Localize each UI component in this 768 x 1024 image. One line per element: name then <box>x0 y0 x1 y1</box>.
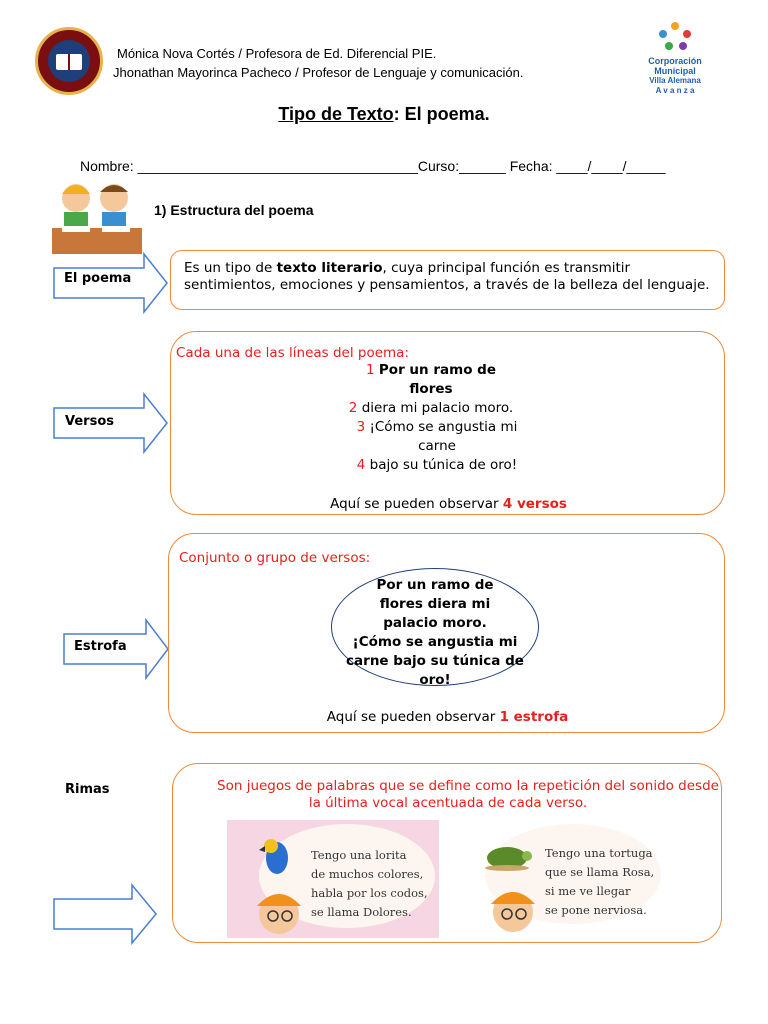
rimas-def-2: la última vocal acentuada de cada verso. <box>308 795 588 811</box>
poema-text-bold: texto literario <box>276 260 383 276</box>
estrofa-line: flores diera mi <box>379 596 491 612</box>
card2-line: se pone nerviosa. <box>545 903 647 917</box>
book-icon <box>56 54 82 70</box>
poema-text-post1: , cuya principal función es transmitir <box>382 260 631 276</box>
arrow-right-icon <box>52 883 160 945</box>
title-rest: : El poema. <box>393 104 490 124</box>
org-logo-line3: Villa Alemana <box>649 76 701 85</box>
teacher-line-1: Mónica Nova Cortés / Profesora de Ed. Diferencial PIE. <box>117 46 437 61</box>
estrofa-intro: Conjunto o grupo de versos: <box>179 550 371 566</box>
verso-line-1: 1 Por un ramo de flores <box>366 362 496 397</box>
poema-text-pre: Es un tipo de <box>184 260 277 276</box>
rima-card-lorita <box>227 820 439 938</box>
estrofa-line: carne bajo su túnica de <box>346 653 524 669</box>
org-logo-line4: A v a n z a <box>655 86 695 95</box>
card2-line: que se llama Rosa, <box>545 865 655 879</box>
card1-line: de muchos colores, <box>311 867 424 881</box>
people-icon <box>655 20 695 52</box>
section-heading: 1) Estructura del poema <box>154 202 314 218</box>
poema-text-post2: sentimientos, emociones y pensamientos, a través de la belleza del lenguaje. <box>184 277 710 293</box>
card1-line: se llama Dolores. <box>311 905 412 919</box>
org-logo-line1: Corporación <box>648 56 702 66</box>
label-rimas: Rimas <box>65 782 110 797</box>
student-form-line: Nombre: ____________________________________Curso:______ Fecha: ____/____/_____ <box>80 158 666 174</box>
turtle-icon <box>479 840 535 872</box>
school-logo <box>35 27 103 95</box>
corporation-logo <box>635 20 715 102</box>
label-estrofa: Estrofa <box>74 639 127 654</box>
teacher-line-2: Jhonathan Mayorinca Pacheco / Profesor de Lenguaje y comunicación. <box>113 65 524 80</box>
rimas-box <box>172 763 722 943</box>
verso-line-3: 3 ¡Cómo se angustia mi carne <box>356 419 518 454</box>
card2-line: si me ve llegar <box>545 884 631 898</box>
label-el-poema: El poema <box>64 271 132 286</box>
verso-line-4: 4 bajo su túnica de oro! <box>356 457 518 473</box>
card1-line: Tengo una lorita <box>311 848 407 862</box>
estrofa-line: oro! <box>419 672 451 688</box>
card1-line: habla por los codos, <box>311 886 428 900</box>
parrot-icon <box>257 836 297 880</box>
poema-definition-box <box>170 250 725 310</box>
estrofa-line: palacio moro. <box>383 615 487 631</box>
rima-card-tortuga <box>463 820 663 938</box>
card2-line: Tengo una tortuga <box>545 846 653 860</box>
estrofa-line: Por un ramo de <box>376 577 494 593</box>
org-logo-line2: Municipal <box>654 66 696 76</box>
title-underlined: Tipo de Texto <box>278 104 394 124</box>
versos-box <box>170 331 725 515</box>
estrofa-line: ¡Cómo se angustia mi <box>352 634 518 650</box>
estrofa-box <box>168 533 725 733</box>
students-illustration <box>52 176 142 256</box>
versos-intro: Cada una de las líneas del poema: <box>176 345 410 361</box>
verso-line-2: 2 diera mi palacio moro. <box>348 400 514 416</box>
rimas-def-1: Son juegos de palabras que se define como la repetición del sonido desde <box>217 778 719 794</box>
versos-summary: Aquí se pueden observar 4 versos <box>330 496 567 512</box>
estrofa-summary: Aquí se pueden observar 1 estrofa <box>326 709 569 725</box>
page-title <box>0 104 768 125</box>
label-versos: Versos <box>65 414 114 429</box>
